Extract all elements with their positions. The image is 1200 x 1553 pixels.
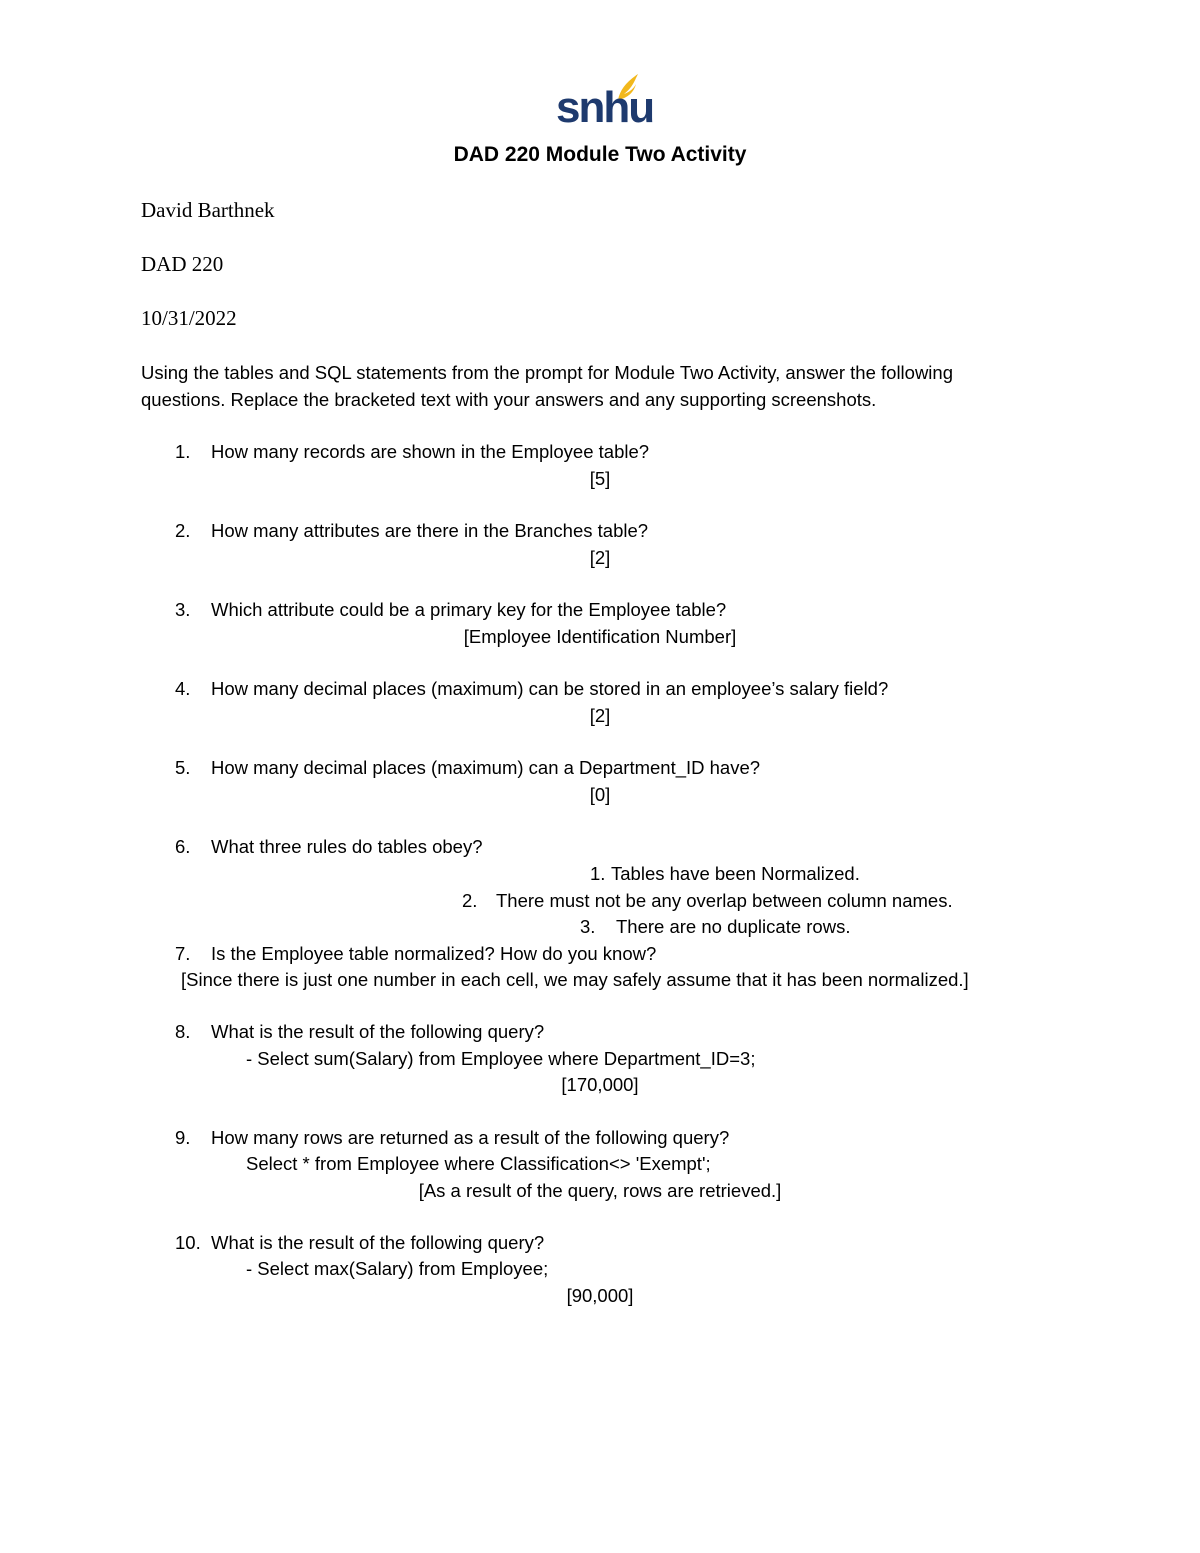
answer-text: [2] [589,705,611,726]
answer-text: [5] [589,468,611,489]
answer-text: [Employee Identification Number] [463,626,737,647]
logo-text: snhu [556,83,654,132]
query-text: - Select sum(Salary) from Employee where Department_ID=3; [246,1048,756,1069]
question-text: How many decimal places (maximum) can be stored in an employee’s salary field? [211,678,889,699]
submission-date: 10/31/2022 [141,306,237,330]
question-text: What three rules do tables obey? [211,836,483,857]
question-text: How many attributes are there in the Branches table? [211,520,649,541]
rule-number: 1. [590,863,606,884]
question-number: 8. [175,1021,191,1042]
question-number: 1. [175,441,191,462]
course-code: DAD 220 [141,252,224,276]
question-number: 9. [175,1127,191,1148]
question-text: How many rows are returned as a result of the following query? [211,1127,730,1148]
answer-text: [Since there is just one number in each cell, we may safely assume that it has been normalized.] [181,969,969,990]
rule-number: 3. [580,916,596,937]
question-number: 7. [175,943,191,964]
rule-number: 2. [462,890,478,911]
question-text: How many records are shown in the Employee table? [211,441,650,462]
rule-text: There must not be any overlap between column names. [496,890,953,911]
rule-text: Tables have been Normalized. [611,863,860,884]
snhu-logo [556,72,654,134]
question-text: Which attribute could be a primary key for the Employee table? [211,599,727,620]
question-number: 2. [175,520,191,541]
answer-text: [2] [589,547,611,568]
answer-text: [As a result of the query, rows are retrieved.] [418,1180,782,1201]
query-text: - Select max(Salary) from Employee; [246,1258,549,1279]
author-name: David Barthnek [141,198,275,222]
question-text: What is the result of the following query? [211,1232,545,1253]
question-number: 6. [175,836,191,857]
question-number: 3. [175,599,191,620]
rule-text: There are no duplicate rows. [616,916,851,937]
answer-text: [0] [589,784,611,805]
question-number: 5. [175,757,191,778]
page-title: DAD 220 Module Two Activity [453,143,747,166]
question-text: What is the result of the following query? [211,1021,545,1042]
query-text: Select * from Employee where Classification<> 'Exempt'; [246,1153,711,1174]
question-number: 10. [175,1232,201,1253]
intro-line-1: Using the tables and SQL statements from the prompt for Module Two Activity, answer the following [141,362,953,383]
question-text: How many decimal places (maximum) can a Department_ID have? [211,757,761,778]
answer-text: [170,000] [561,1074,639,1095]
intro-line-2: questions. Replace the bracketed text with your answers and any supporting screenshots. [141,389,877,410]
answer-text: [90,000] [566,1285,634,1306]
question-text: Is the Employee table normalized? How do you know? [211,943,657,964]
question-number: 4. [175,678,191,699]
